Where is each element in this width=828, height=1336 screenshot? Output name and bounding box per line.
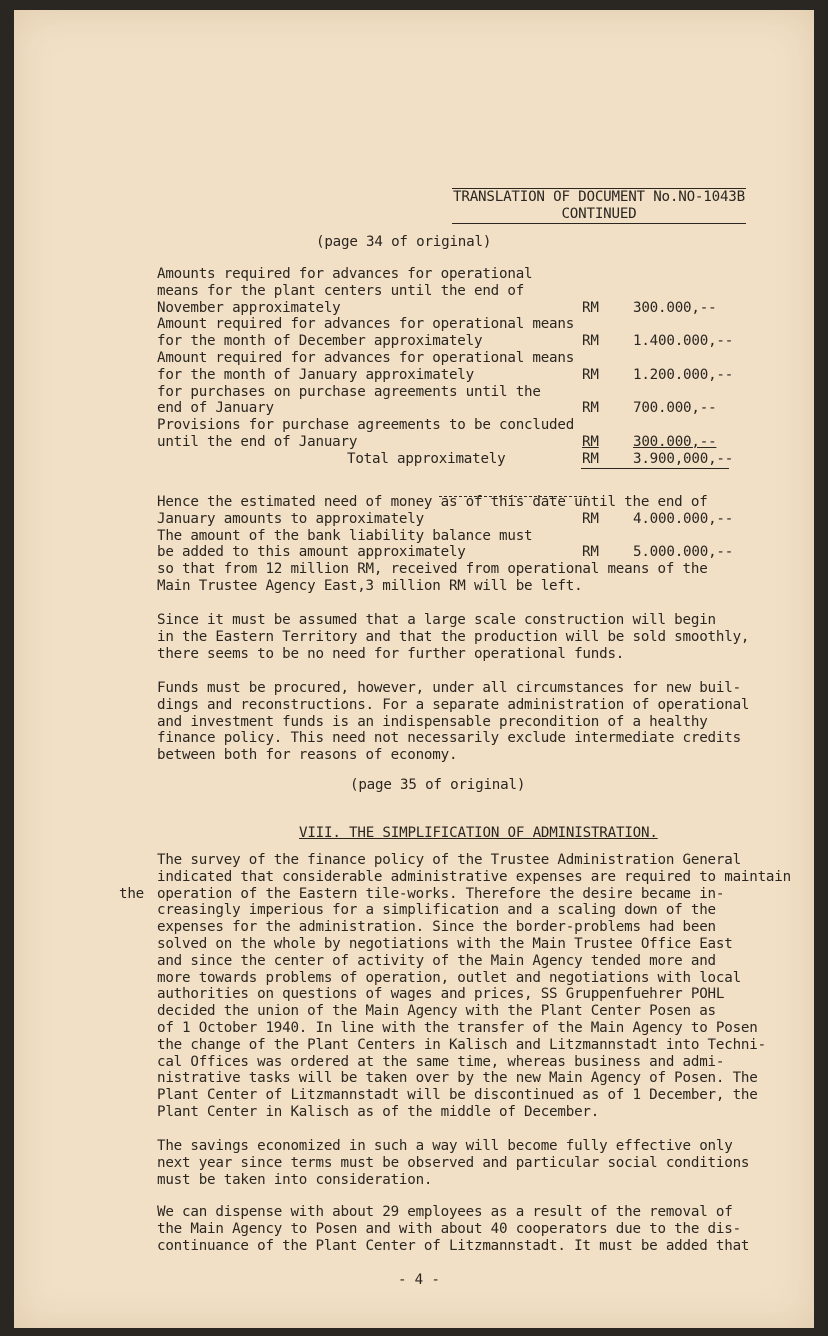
ledger-text: means for the plant centers until the end of [157, 282, 525, 299]
paragraph-line: indicated that considerable administrative expenses are required to maintain [157, 868, 791, 885]
liability-text: The amount of the bank liability balance must [157, 527, 533, 544]
liability-line [157, 561, 737, 578]
paragraph-line: finance policy. This need not necessarily exclude intermediate credits [157, 730, 741, 747]
paragraph-line: We can dispense with about 29 employees as a result of the removal of [157, 1204, 733, 1220]
page-reference-35: (page 35 of original) [350, 777, 526, 793]
paragraph-line: continuance of the Plant Center of Litzmannstadt. It must be added that [157, 1237, 750, 1254]
total-rule [581, 468, 729, 469]
estimate-currency: RM [582, 510, 599, 527]
ledger-amount: 300.000,-- [633, 299, 717, 316]
total-currency: RM [582, 450, 599, 467]
header-title: TRANSLATION OF DOCUMENT No.NO-1043B [453, 189, 745, 205]
estimate-line [157, 511, 737, 528]
ledger-line [157, 367, 737, 384]
paragraph-line: between both for reasons of economy. [157, 747, 458, 764]
liability-line [157, 544, 737, 561]
paragraph-line: and since the center of activity of the Main Agency tended more and [157, 952, 716, 969]
ledger-line [157, 417, 737, 434]
paragraph-line: solved on the whole by negotiations with the Main Trustee Office East [157, 935, 733, 952]
paragraph-line: dings and reconstructions. For a separate administration of operational [157, 696, 750, 713]
paragraph-employees [157, 1204, 757, 1254]
document-header [452, 188, 746, 224]
paragraph-line: Plant Center in Kalisch as of the middle of December. [157, 1103, 600, 1120]
liability-text: so that from 12 million RM, received from operational means of the [157, 561, 708, 578]
ledger-currency: RM [582, 400, 599, 417]
paragraph-line: Plant Center of Litzmannstadt will be discontinued as of 1 December, the [157, 1087, 758, 1104]
estimate-text: January amounts to approximately [157, 510, 424, 527]
liability-line [157, 528, 737, 545]
paragraph-line: of 1 October 1940. In line with the transfer of the Main Agency to Posen [157, 1019, 758, 1036]
ledger-line [157, 384, 737, 401]
paragraph-line: cal Offices was ordered at the same time, whereas business and admi- [157, 1053, 725, 1070]
ledger-line [157, 316, 737, 333]
margin-note: the [119, 886, 145, 902]
paragraph-line: Since it must be assumed that a large scale construction will begin [157, 612, 716, 628]
liability-line [157, 578, 737, 595]
ledger-line [157, 283, 737, 300]
section-heading: VIII. THE SIMPLIFICATION OF ADMINISTRATION. [299, 825, 658, 841]
paragraph-line: in the Eastern Territory and that the production will be sold smoothly, [157, 628, 750, 645]
liability-text: be added to this amount approximately [157, 544, 466, 561]
paragraph-line: Funds must be procured, however, under all circumstances for new buil- [157, 680, 741, 696]
paragraph-line: The savings economized in such a way will become fully effective only [157, 1138, 733, 1154]
estimate-line [157, 494, 737, 511]
ledger-text: November approximately [157, 299, 341, 316]
liability-currency: RM [582, 544, 599, 561]
paragraph-line: the change of the Plant Centers in Kalisch and Litzmannstadt into Techni- [157, 1036, 766, 1053]
ledger-line [157, 266, 737, 283]
document-body [14, 10, 814, 1328]
paragraph-line: expenses for the administration. Since the border-problems had been [157, 919, 716, 936]
ledger-text: for the month of December approximately [157, 333, 483, 350]
paper-sheet [14, 10, 814, 1328]
paragraph-line: and investment funds is an indispensable precondition of a healthy [157, 713, 708, 730]
ledger-text: Amount required for advances for operational means [157, 316, 575, 333]
page-number: - 4 - [398, 1272, 440, 1288]
paragraph-line: there seems to be no need for further operational funds. [157, 645, 625, 662]
ledger-currency: RM [582, 433, 599, 450]
ledger-currency: RM [582, 333, 599, 350]
paragraph-savings [157, 1138, 757, 1188]
ledger-currency: RM [582, 299, 599, 316]
paragraph-construction [157, 612, 757, 662]
liability-amount: 5.000.000,-- [633, 544, 734, 561]
paragraph-funds [157, 680, 757, 764]
ledger-line [157, 333, 737, 350]
header-bottom-rule [452, 223, 746, 224]
ledger-text: Provisions for purchase agreements to be concluded [157, 417, 575, 434]
paragraph-line: decided the union of the Main Agency with the Plant Center Posen as [157, 1003, 716, 1020]
ledger-amount: 300.000,-- [633, 433, 717, 450]
paragraph-line: more towards problems of operation, outlet and negotiations with local [157, 969, 741, 986]
ledger-text: Amounts required for advances for operational [157, 266, 533, 282]
total-amount: 3.900,000,-- [633, 450, 734, 467]
ledger-amount: 700.000,-- [633, 400, 717, 417]
paragraph-line: must be taken into consideration. [157, 1171, 433, 1188]
ledger-line [157, 350, 737, 367]
ledger-currency: RM [582, 366, 599, 383]
ledger-text: until the end of January [157, 433, 358, 450]
ledger-text: for purchases on purchase agreements until the [157, 383, 541, 400]
page-reference-34: (page 34 of original) [316, 234, 492, 250]
estimate-amount: 4.000.000,-- [633, 510, 734, 527]
total-label: Total approximately [347, 450, 506, 467]
ledger-amount: 1.200.000,-- [633, 366, 734, 383]
estimate-block [157, 494, 737, 595]
paragraph-line: operation of the Eastern tile-works. Therefore the desire became in- [157, 885, 725, 902]
paragraph-line: The survey of the finance policy of the Trustee Administration General [157, 852, 741, 868]
ledger-text: end of January [157, 400, 274, 417]
header-subtitle: CONTINUED [561, 206, 637, 222]
ledger-line [157, 434, 737, 451]
ledger-total-line [157, 451, 737, 468]
estimate-text: Hence the estimated need of money as of this date until the end of [157, 494, 708, 510]
amounts-ledger [157, 266, 737, 468]
ledger-line [157, 400, 737, 417]
ledger-text: Amount required for advances for operational means [157, 349, 575, 366]
liability-text: Main Trustee Agency East,3 million RM will be left. [157, 577, 583, 594]
paragraph-line: the Main Agency to Posen and with about 40 cooperators due to the dis- [157, 1220, 741, 1237]
paragraph-line: authorities on questions of wages and prices, SS Gruppenfuehrer POHL [157, 986, 725, 1003]
paragraph-line: nistrative tasks will be taken over by the new Main Agency of Posen. The [157, 1070, 758, 1087]
ledger-text: for the month of January approximately [157, 366, 474, 383]
paragraph-line: creasingly imperious for a simplification and a scaling down of the [157, 902, 716, 919]
paragraph-survey [157, 852, 791, 1121]
ledger-line [157, 300, 737, 317]
paragraph-line: next year since terms must be observed and particular social conditions [157, 1154, 750, 1171]
ledger-amount: 1.400.000,-- [633, 333, 734, 350]
